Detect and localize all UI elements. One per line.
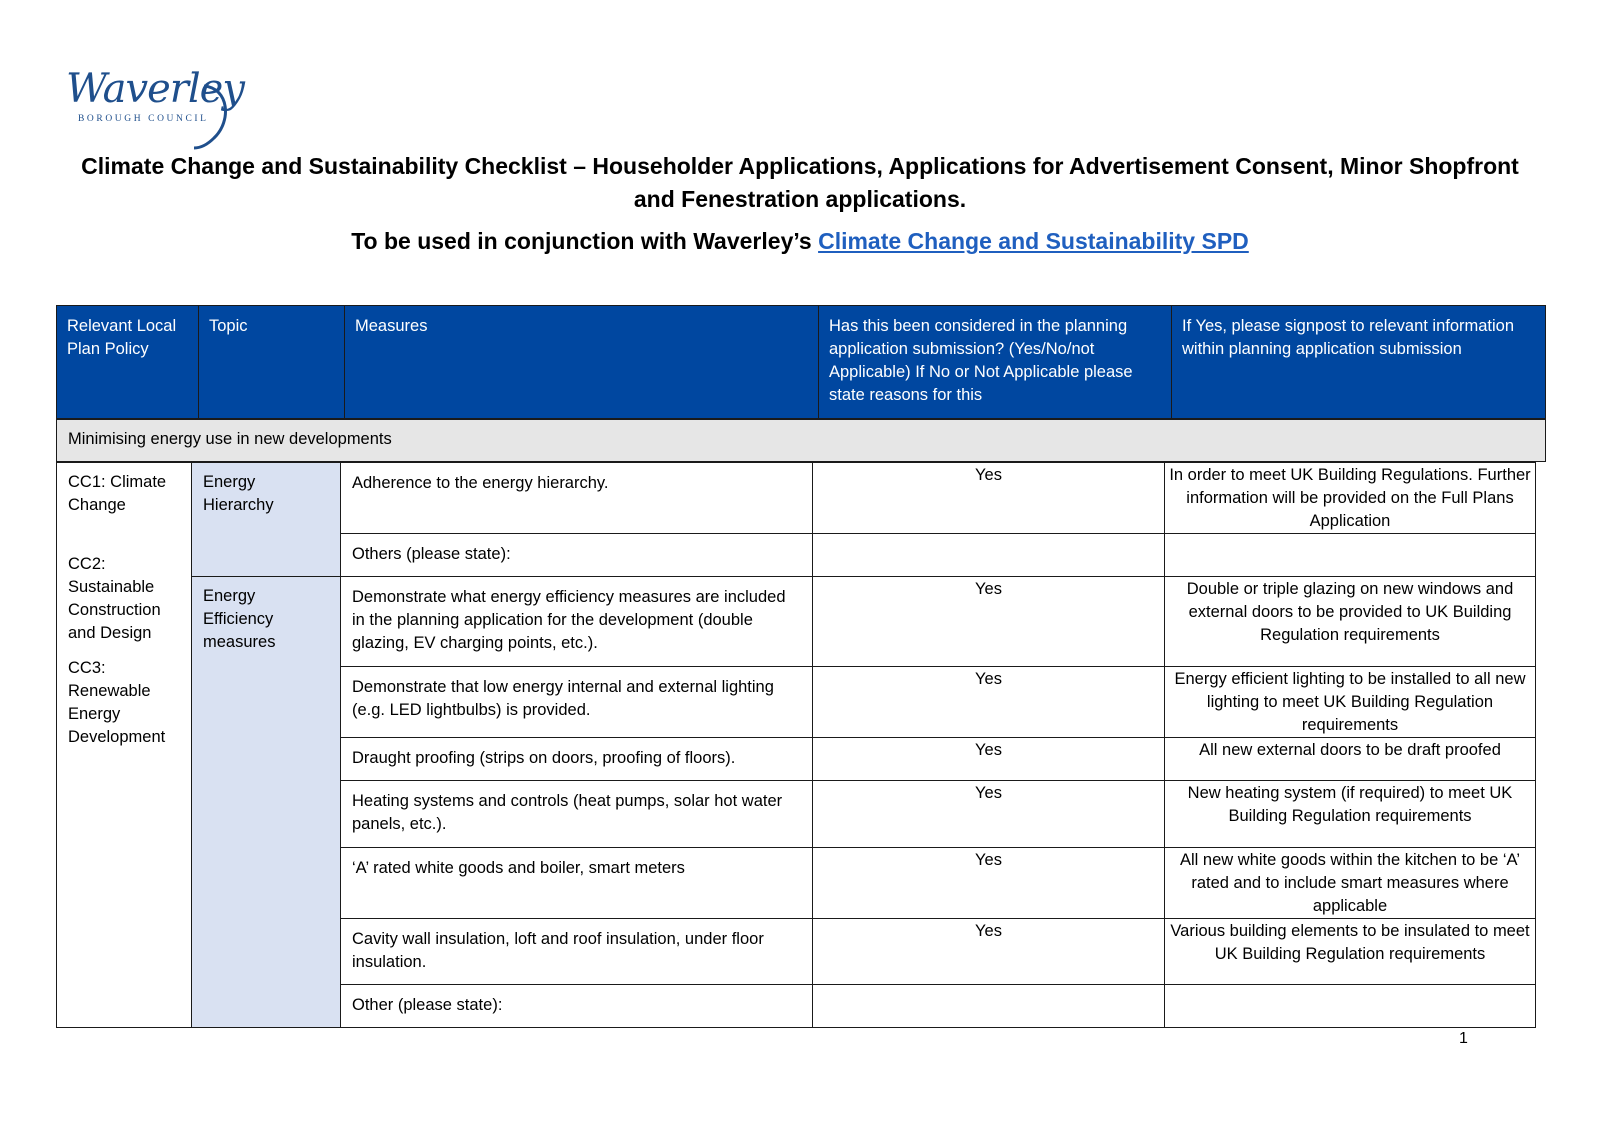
section-title: Minimising energy use in new developments [56, 419, 1546, 462]
signpost-cell[interactable]: All new external doors to be draft proofed [1199, 741, 1501, 759]
considered-cell[interactable]: Yes [813, 463, 1165, 533]
page-number: 1 [1459, 1030, 1468, 1047]
subtitle-prefix: To be used in conjunction with Waverley’s [351, 228, 819, 254]
considered-cell[interactable]: Yes [813, 738, 1165, 780]
signpost-cell[interactable]: In order to meet UK Building Regulations. Further information will be provided on the Full Plans Application [1169, 466, 1531, 530]
signpost-cell[interactable]: New heating system (if required) to meet UK Building Regulation requirements [1187, 784, 1513, 825]
table-row [341, 848, 1535, 919]
header-policy: Relevant Local Plan Policy [57, 306, 199, 418]
considered-cell[interactable]: Yes [813, 919, 1165, 984]
measure-cell: Demonstrate what energy efficiency measures are included in the planning application for the development (double glazing, EV charging points, etc.). [341, 577, 813, 666]
measure-cell: ‘A’ rated white goods and boiler, smart meters [341, 848, 813, 918]
header-measures: Measures [345, 306, 819, 418]
measure-cell: Demonstrate that low energy internal and external lighting (e.g. LED lightbulbs) is provided. [341, 667, 813, 737]
signpost-cell[interactable]: Various building elements to be insulated to meet UK Building Regulation requirements [1170, 922, 1530, 963]
table-row [341, 738, 1535, 781]
measure-cell: Adherence to the energy hierarchy. [341, 463, 813, 533]
signpost-cell[interactable]: Double or triple glazing on new windows and external doors to be provided to UK Building Regulation requirements [1186, 580, 1514, 644]
considered-cell[interactable]: Yes [813, 848, 1165, 918]
considered-cell[interactable]: Yes [813, 781, 1165, 847]
waverley-logo [64, 66, 244, 156]
header-signpost: If Yes, please signpost to relevant information within planning application submission [1182, 317, 1515, 358]
policy-cc3: CC3: Renewable Energy Development [68, 659, 166, 746]
table-row [341, 463, 1535, 534]
table-row [341, 919, 1535, 985]
document-subtitle [60, 228, 1540, 255]
considered-cell[interactable] [813, 534, 1165, 576]
table-row [341, 667, 1535, 738]
logo-wordmark: Waverley [66, 66, 244, 112]
considered-cell[interactable]: Yes [813, 577, 1165, 666]
measure-cell: Draught proofing (strips on doors, proofing of floors). [341, 738, 813, 780]
measure-cell: Heating systems and controls (heat pumps, solar hot water panels, etc.). [341, 781, 813, 847]
table-header [56, 305, 1546, 419]
table-row [341, 781, 1535, 848]
signpost-cell[interactable]: All new white goods within the kitchen to be ‘A’ rated and to include smart measures where applicable [1180, 851, 1520, 915]
header-considered: Has this been considered in the planning application submission? (Yes/No/not Applicable) If No or Not Applicable please state reasons for this [819, 306, 1172, 418]
logo-subtitle: BOROUGH COUNCIL [78, 114, 209, 124]
topic-energy-hierarchy: Energy Hierarchy [192, 463, 341, 577]
policy-cc1: CC1: Climate Change [68, 473, 167, 514]
signpost-cell[interactable]: Energy efficient lighting to be installed to all new lighting to meet UK Building Regulation requirements [1174, 670, 1526, 734]
spd-link[interactable]: Climate Change and Sustainability SPD [818, 228, 1249, 254]
header-topic: Topic [199, 306, 345, 418]
checklist-table [56, 462, 1536, 1028]
measure-cell: Others (please state): [341, 534, 813, 576]
topic-energy-efficiency: Energy Efficiency measures [192, 577, 341, 1027]
table-row [341, 577, 1535, 667]
considered-cell[interactable] [813, 985, 1165, 1027]
table-row [341, 534, 1535, 577]
considered-cell[interactable]: Yes [813, 667, 1165, 737]
logo-swoosh-icon [64, 66, 234, 156]
policy-cell [57, 463, 192, 1027]
measure-cell: Other (please state): [341, 985, 813, 1027]
document-title: Climate Change and Sustainability Checklist – Householder Applications, Applications for Advertisement Consent, Minor Shopfront and Fenestration applications. [81, 153, 1519, 212]
table-row [341, 985, 1535, 1027]
signpost-cell[interactable] [1165, 534, 1535, 576]
policy-cc2: CC2: Sustainable Construction and Design [68, 555, 161, 642]
signpost-cell[interactable] [1165, 985, 1535, 1027]
measure-cell: Cavity wall insulation, loft and roof insulation, under floor insulation. [341, 919, 813, 984]
